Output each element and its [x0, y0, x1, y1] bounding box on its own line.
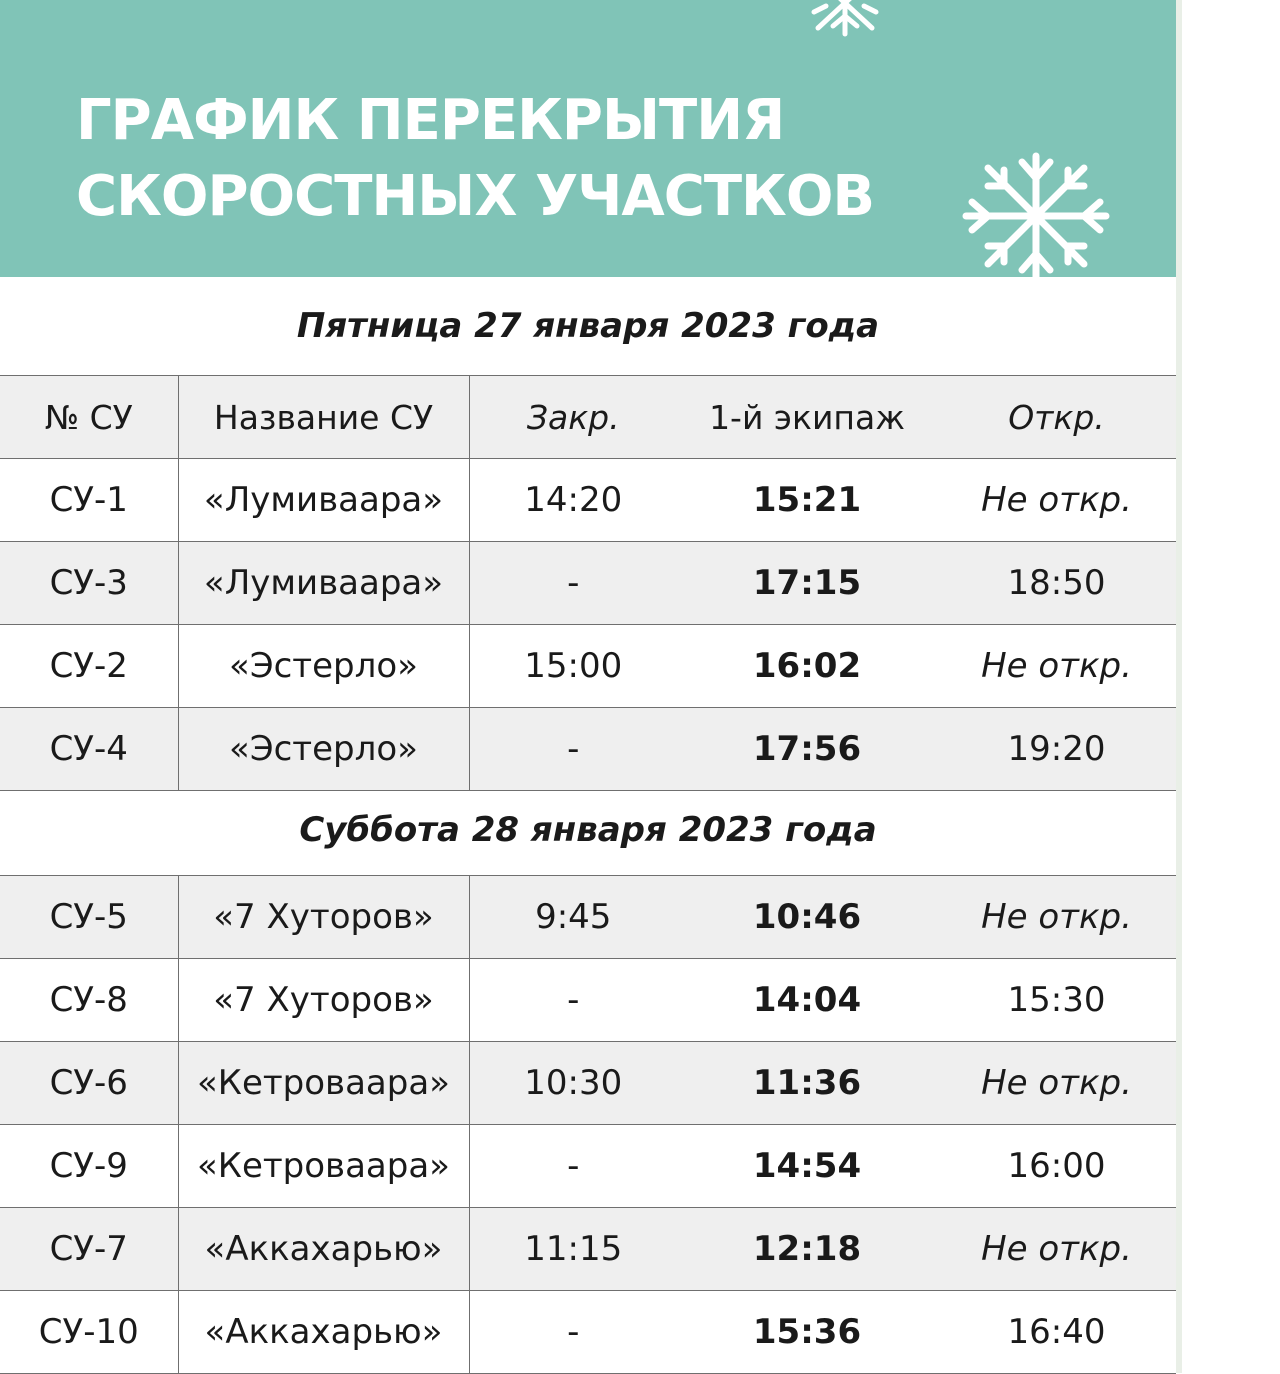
- day-heading-friday: Пятница 27 января 2023 года: [296, 306, 880, 346]
- title-line-2: СКОРОСТНЫХ УЧАСТКОВ: [76, 164, 875, 229]
- open-time: Не откр.: [937, 459, 1176, 542]
- close-time: 15:00: [469, 625, 677, 708]
- schedule-table-friday: [0, 375, 1176, 791]
- stage-number: СУ-9: [0, 1125, 178, 1208]
- stage-number: СУ-3: [0, 542, 178, 625]
- stage-number: СУ-8: [0, 959, 178, 1042]
- column-header-name: Название СУ: [178, 376, 469, 459]
- title-line-1: ГРАФИК ПЕРЕКРЫТИЯ: [76, 88, 785, 153]
- close-time: 14:20: [469, 459, 677, 542]
- close-time: 10:30: [469, 1042, 677, 1125]
- open-time: 16:40: [937, 1291, 1176, 1374]
- first-crew-time: 14:54: [677, 1125, 937, 1208]
- open-time: 18:50: [937, 542, 1176, 625]
- first-crew-time: 10:46: [677, 876, 937, 959]
- stage-number: СУ-5: [0, 876, 178, 959]
- column-header-close: Закр.: [469, 376, 677, 459]
- snowflake-icon: [958, 150, 1114, 277]
- open-time: Не откр.: [937, 1042, 1176, 1125]
- table-row: [0, 1291, 1176, 1374]
- stage-name: «7 Хуторов»: [178, 959, 469, 1042]
- column-header-number: № СУ: [0, 376, 178, 459]
- stage-name: «Аккахарью»: [178, 1291, 469, 1374]
- open-time: 19:20: [937, 708, 1176, 791]
- table-row: [0, 876, 1176, 959]
- stage-name: «Аккахарью»: [178, 1208, 469, 1291]
- day-heading-saturday: Суббота 28 января 2023 года: [299, 810, 877, 850]
- stage-name: «Кетроваара»: [178, 1042, 469, 1125]
- close-time: -: [469, 542, 677, 625]
- stage-number: СУ-4: [0, 708, 178, 791]
- first-crew-time: 15:36: [677, 1291, 937, 1374]
- open-time: 16:00: [937, 1125, 1176, 1208]
- open-time: Не откр.: [937, 625, 1176, 708]
- first-crew-time: 16:02: [677, 625, 937, 708]
- table-row: [0, 459, 1176, 542]
- table-row: [0, 625, 1176, 708]
- first-crew-time: 12:18: [677, 1208, 937, 1291]
- first-crew-time: 17:15: [677, 542, 937, 625]
- first-crew-time: 14:04: [677, 959, 937, 1042]
- stage-number: СУ-10: [0, 1291, 178, 1374]
- stage-name: «Эстерло»: [178, 708, 469, 791]
- close-time: 11:15: [469, 1208, 677, 1291]
- close-time: -: [469, 959, 677, 1042]
- table-row: [0, 1042, 1176, 1125]
- table-row: [0, 1125, 1176, 1208]
- open-time: Не откр.: [937, 1208, 1176, 1291]
- close-time: -: [469, 1291, 677, 1374]
- stage-number: СУ-1: [0, 459, 178, 542]
- table-row: [0, 708, 1176, 791]
- column-header-first-crew: 1-й экипаж: [677, 376, 937, 459]
- page-margin: [1182, 0, 1280, 1373]
- open-time: 15:30: [937, 959, 1176, 1042]
- stage-name: «Кетроваара»: [178, 1125, 469, 1208]
- stage-number: СУ-2: [0, 625, 178, 708]
- table-header-row: [0, 376, 1176, 459]
- schedule-table-saturday: [0, 875, 1176, 1374]
- first-crew-time: 11:36: [677, 1042, 937, 1125]
- table-row: [0, 542, 1176, 625]
- stage-number: СУ-7: [0, 1208, 178, 1291]
- open-time: Не откр.: [937, 876, 1176, 959]
- close-time: -: [469, 1125, 677, 1208]
- table-row: [0, 1208, 1176, 1291]
- table-row: [0, 959, 1176, 1042]
- column-header-open: Откр.: [937, 376, 1176, 459]
- stage-name: «7 Хуторов»: [178, 876, 469, 959]
- first-crew-time: 17:56: [677, 708, 937, 791]
- close-time: -: [469, 708, 677, 791]
- close-time: 9:45: [469, 876, 677, 959]
- stage-name: «Лумиваара»: [178, 542, 469, 625]
- first-crew-time: 15:21: [677, 459, 937, 542]
- stage-name: «Лумиваара»: [178, 459, 469, 542]
- stage-name: «Эстерло»: [178, 625, 469, 708]
- stage-number: СУ-6: [0, 1042, 178, 1125]
- snowflake-icon: [800, 0, 890, 38]
- title-banner: [0, 0, 1176, 277]
